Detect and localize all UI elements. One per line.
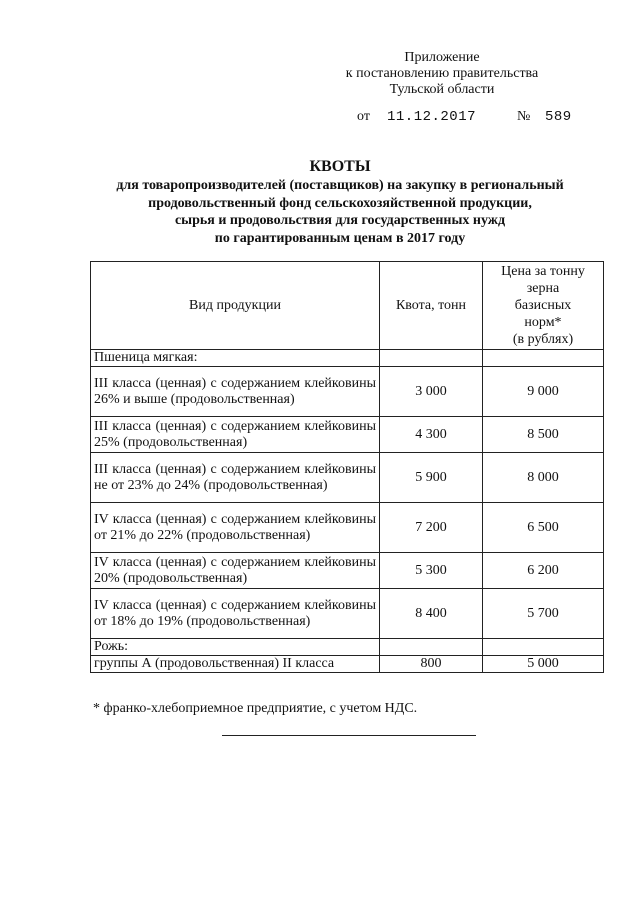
appendix-block <box>312 50 572 98</box>
document-subtitle <box>60 177 620 247</box>
table-row <box>91 553 604 589</box>
price-cell: 8 000 <box>483 453 604 503</box>
subtitle-line: сырья и продовольствия для государственных нужд <box>174 213 506 228</box>
table-row <box>91 589 604 639</box>
quota-cell: 8 400 <box>380 589 483 639</box>
product-cell: группы А (продовольственная) II класса <box>91 656 380 673</box>
product-cell: IV класса (ценная) с содержанием клейковины 20% (продовольственная) <box>91 553 380 589</box>
quota-cell: 800 <box>380 656 483 673</box>
appendix-line-2: к постановлению правительства <box>345 66 539 81</box>
registration-line <box>357 109 572 125</box>
quota-cell: 5 900 <box>380 453 483 503</box>
header-price <box>483 262 604 350</box>
appendix-line-1: Приложение <box>404 50 480 65</box>
group-name: Пшеница мягкая: <box>91 350 380 367</box>
header-price-line: норм* <box>524 315 562 330</box>
header-price-line: (в рублях) <box>512 332 574 347</box>
price-cell: 5 700 <box>483 589 604 639</box>
price-cell: 6 500 <box>483 503 604 553</box>
footnote: * франко-хлебоприемное предприятие, с учетом НДС. <box>93 701 418 716</box>
quota-table <box>90 261 604 673</box>
divider-rule <box>222 735 476 736</box>
group-row <box>91 350 604 367</box>
header-product: Вид продукции <box>91 262 380 350</box>
header-quota: Квота, тонн <box>380 262 483 350</box>
product-cell: IV класса (ценная) с содержанием клейковины от 21% до 22% (продовольственная) <box>91 503 380 553</box>
number-prefix: № <box>517 109 531 124</box>
table-row <box>91 453 604 503</box>
document-number: 589 <box>545 109 572 125</box>
header-price-line: зерна <box>526 281 560 296</box>
quota-cell: 4 300 <box>380 417 483 453</box>
subtitle-line: продовольственный фонд сельскохозяйственной продукции, <box>148 195 532 211</box>
price-cell: 8 500 <box>483 417 604 453</box>
price-cell: 5 000 <box>483 656 604 673</box>
document-title: КВОТЫ <box>309 158 371 175</box>
table-row <box>91 417 604 453</box>
quota-cell: 5 300 <box>380 553 483 589</box>
product-cell: IV класса (ценная) с содержанием клейковины от 18% до 19% (продовольственная) <box>91 589 380 639</box>
product-cell: III класса (ценная) с содержанием клейковины не от 23% до 24% (продовольственная) <box>91 453 380 503</box>
group-row <box>91 639 604 656</box>
header-price-line: базисных <box>514 298 572 313</box>
subtitle-line: для товаропроизводителей (поставщиков) на закупку в региональный <box>116 178 564 193</box>
document-date: 11.12.2017 <box>387 109 477 125</box>
product-cell: III класса (ценная) с содержанием клейковины 26% и выше (продовольственная) <box>91 367 380 417</box>
date-prefix: от <box>357 109 370 124</box>
group-name: Рожь: <box>91 639 380 656</box>
price-cell: 9 000 <box>483 367 604 417</box>
table-row <box>91 503 604 553</box>
table-row <box>91 656 604 673</box>
table-row <box>91 367 604 417</box>
price-cell: 6 200 <box>483 553 604 589</box>
appendix-line-3: Тульской области <box>389 82 495 97</box>
product-cell: III класса (ценная) с содержанием клейковины 25% (продовольственная) <box>91 417 380 453</box>
subtitle-line: по гарантированным ценам в 2017 году <box>214 230 466 246</box>
quota-cell: 3 000 <box>380 367 483 417</box>
quota-cell: 7 200 <box>380 503 483 553</box>
table-header-row <box>91 262 604 350</box>
header-price-line: Цена за тонну <box>501 264 585 279</box>
